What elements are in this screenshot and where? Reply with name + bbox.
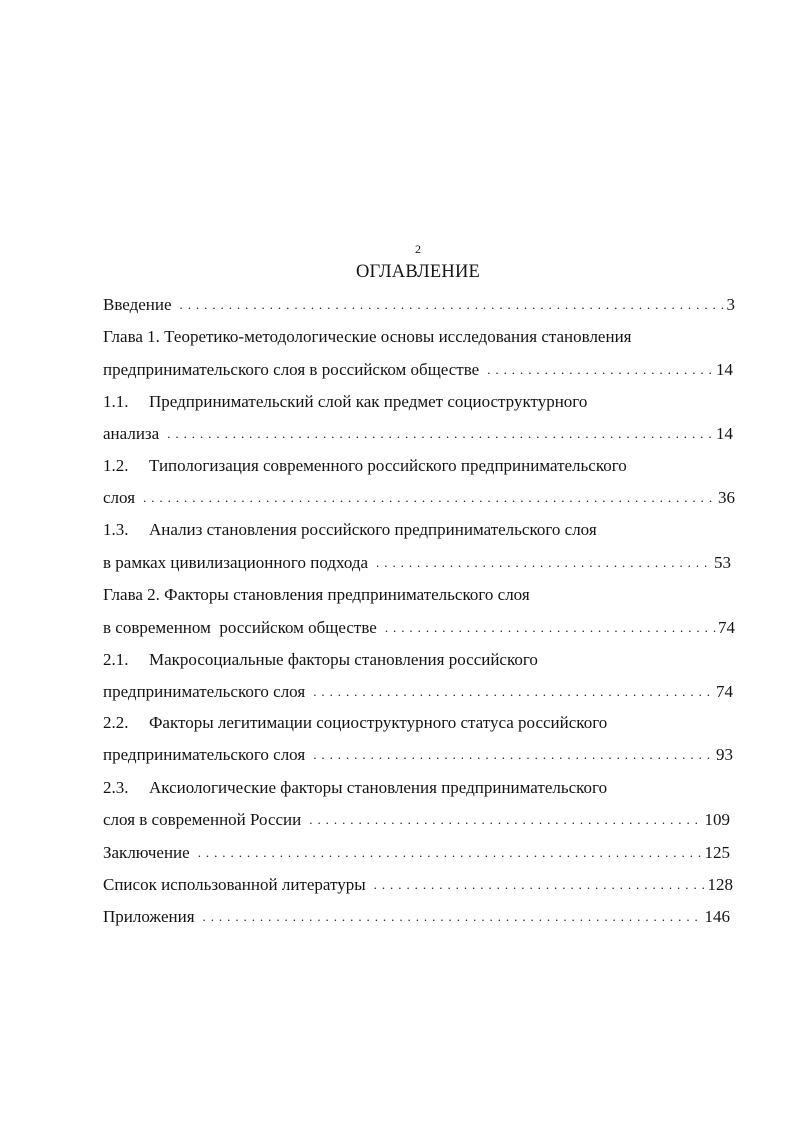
toc-entry-text: Введение (103, 295, 172, 314)
dot-leader (313, 682, 714, 702)
toc-entry-section-2-2-continuation (103, 745, 733, 767)
toc-section-number: 2.1. (103, 650, 129, 669)
dot-leader (487, 360, 714, 380)
toc-entry-chapter1-continuation (103, 360, 733, 382)
toc-page-number: 109 (704, 810, 730, 829)
toc-entry-section-2-3-title (103, 778, 735, 800)
toc-entry-text: Макросоциальные факторы становления российского (149, 650, 538, 669)
toc-entry-text: Типологизация современного российского предпринимательского (149, 456, 627, 475)
toc-section-number: 2.2. (103, 713, 129, 732)
toc-page-number: 53 (714, 553, 731, 572)
toc-page-number: 14 (716, 424, 733, 443)
toc-page-number: 125 (704, 843, 730, 862)
toc-entry-text: Предпринимательский слой как предмет социоструктурного (149, 392, 588, 411)
dot-leader (309, 810, 702, 830)
toc-entry-section-1-1-title (103, 392, 735, 414)
toc-entry-chapter2-continuation (103, 618, 735, 640)
toc-page-number: 146 (704, 907, 730, 926)
toc-entry-section-2-3-continuation (103, 810, 730, 832)
toc-entry-text: Глава 2. Факторы становления предпринимательского слоя (103, 585, 530, 604)
dot-leader (313, 745, 714, 765)
toc-page-number: 3 (726, 295, 735, 314)
toc-entry-section-1-2-continuation (103, 488, 735, 510)
toc-entry-section-1-3-title (103, 520, 735, 542)
toc-entry-text: предпринимательского слоя (103, 745, 306, 764)
toc-entry-text: Заключение (103, 843, 190, 862)
dot-leader (180, 295, 725, 315)
toc-entry-section-2-1-title (103, 650, 735, 672)
toc-entry-section-2-2-title (103, 713, 735, 735)
toc-entry-text: анализа (103, 424, 160, 443)
toc-title: ОГЛАВЛЕНИЕ (355, 262, 481, 282)
page-number: 2 (415, 242, 421, 256)
toc-entry-text: Приложения (103, 907, 195, 926)
dot-leader (203, 907, 703, 927)
toc-entry-chapter1-title (103, 327, 735, 349)
toc-page-number: 74 (718, 618, 735, 637)
dot-leader (376, 553, 712, 573)
toc-entry-section-1-1-continuation (103, 424, 733, 446)
toc-entry-section-1-3-continuation (103, 553, 731, 575)
toc-entry-chapter2-title (103, 585, 735, 607)
dot-leader (198, 843, 703, 863)
toc-entry-text: Список использованной литературы (103, 875, 366, 894)
toc-page-number: 36 (718, 488, 735, 507)
dot-leader (143, 488, 716, 508)
dot-leader (167, 424, 714, 444)
toc-entry-text: Аксиологические факторы становления предпринимательского (149, 778, 608, 797)
toc-entry-text: Глава 1. Теоретико-методологические основы исследования становления (103, 327, 632, 346)
toc-page-number: 74 (716, 682, 733, 701)
toc-section-number: 2.3. (103, 778, 129, 797)
dot-leader (374, 875, 706, 895)
toc-entry-text: слоя (103, 488, 136, 507)
toc-entry-section-1-2-title (103, 456, 735, 478)
toc-entry-appendices (103, 907, 730, 929)
toc-page-number: 14 (716, 360, 733, 379)
toc-entry-text: Анализ становления российского предпринимательского слоя (149, 520, 597, 539)
toc-entry-introduction (103, 295, 735, 317)
toc-page-number: 93 (716, 745, 733, 764)
toc-section-number: 1.1. (103, 392, 129, 411)
toc-page-number: 128 (707, 875, 733, 894)
toc-section-number: 1.2. (103, 456, 129, 475)
toc-entry-section-2-1-continuation (103, 682, 733, 704)
toc-entry-text: в рамках цивилизационного подхода (103, 553, 369, 572)
toc-entry-references (103, 875, 733, 897)
toc-entry-text: слоя в современной России (103, 810, 302, 829)
toc-entry-text: в современном российском обществе (103, 618, 377, 637)
toc-entry-text: предпринимательского слоя в российском обществе (103, 360, 480, 379)
dot-leader (385, 618, 716, 638)
toc-entry-text: Факторы легитимации социоструктурного статуса российского (149, 713, 608, 732)
toc-entry-conclusion (103, 843, 730, 865)
toc-section-number: 1.3. (103, 520, 129, 539)
toc-entry-text: предпринимательского слоя (103, 682, 306, 701)
